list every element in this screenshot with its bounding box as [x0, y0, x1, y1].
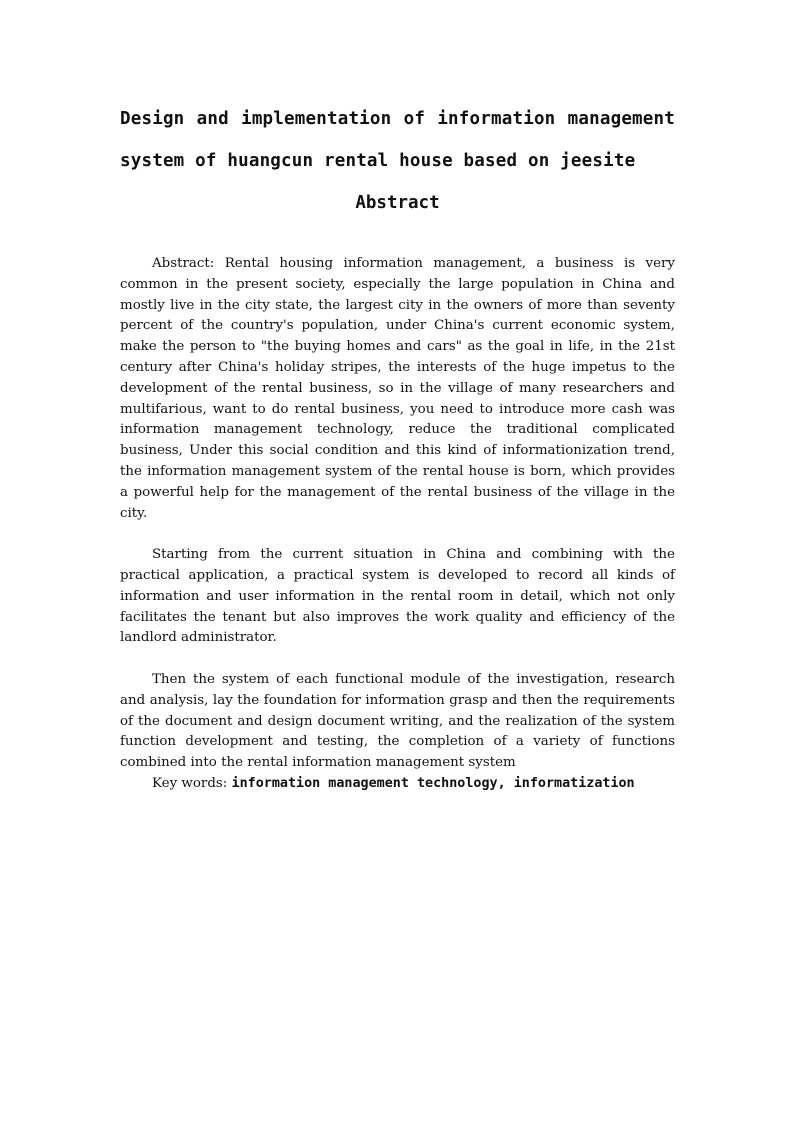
title-line-2: system of huangcun rental house based on jeesite — [120, 151, 636, 171]
keywords-label: Key words: — [152, 775, 232, 791]
abstract-paragraph-1: Abstract: Rental housing information management, a business is very common in the present society, especially the large population in China and mostly live in the city state, the largest city in the owners of more than seventy percent of the country's population, under China's current economic system, make the person to "the buying homes and cars" as the goal in life, in the 21st century after China's holiday stripes, the interests of the huge impetus to the development of the rental business, so in the village of many researchers and multifarious, want to do rental business, you need to introduce more cash was information management technology, reduce the traditional complicated business, Under this social condition and this kind of informationization trend, the information management system of the rental house is born, which provides a powerful help for the management of the rental business of the village in the city. — [120, 256, 675, 521]
document-page — [120, 98, 675, 795]
keywords-value: information management technology, informatization — [231, 775, 635, 791]
abstract-paragraph-2: Starting from the current situation in China and combining with the practical application, a practical system is developed to record all kinds of information and user information in the rental room in detail, which not only facilitates the tenant but also improves the work quality and efficiency of the landlord administrator. — [120, 547, 675, 646]
title-line-1: Design and implementation of information management — [120, 109, 675, 129]
abstract-heading: Abstract — [355, 193, 440, 213]
abstract-paragraph-3: Then the system of each functional module of the investigation, research and analysis, lay the foundation for information grasp and then the requirements of the document and design document writing, and the realization of the system function development and testing, the completion of a variety of functions combined into the rental information management system — [120, 671, 675, 771]
keywords-line — [120, 774, 675, 795]
